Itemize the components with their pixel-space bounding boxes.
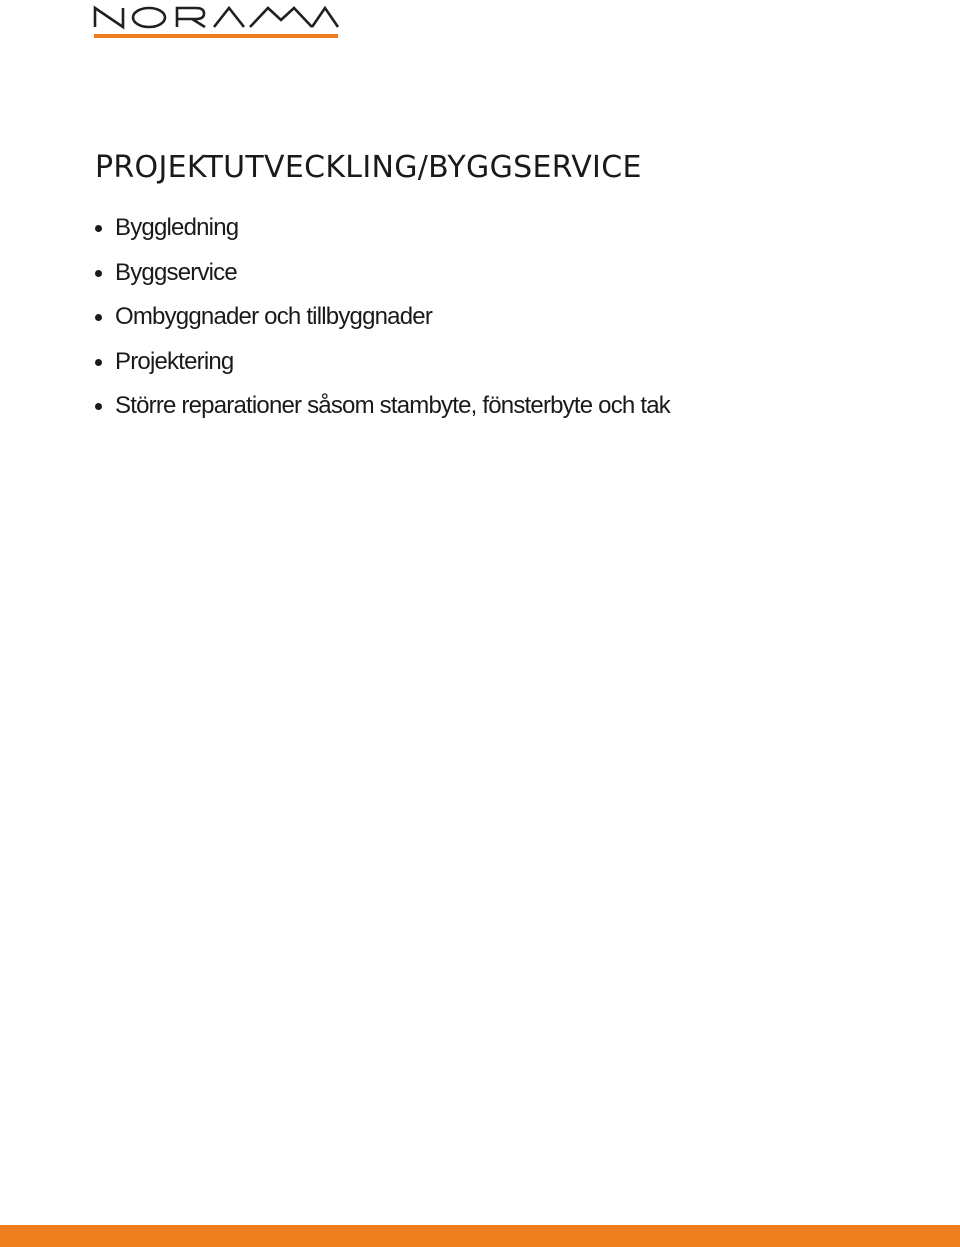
service-label: Större reparationer såsom stambyte, fönsterbyte och tak [115,392,670,419]
norama-wordmark-icon [92,4,340,30]
bullet-icon [95,225,102,232]
page-heading: PROJEKTUTVECKLING/BYGGSERVICE [95,150,642,185]
services-list [95,212,670,435]
list-item [95,390,670,435]
service-label: Projektering [115,347,234,375]
bullet-icon [95,403,102,410]
service-label: Byggledning [115,214,239,241]
list-item [95,346,670,391]
list-item [95,301,670,346]
service-label: Byggservice [115,258,237,286]
norama-logo [92,4,340,40]
list-item [95,212,670,257]
bullet-icon [95,359,102,366]
logo-underline [94,34,338,38]
list-item [95,257,670,302]
footer-accent-bar [0,1225,960,1247]
service-label: Ombyggnader och tillbyggnader [115,303,433,330]
bullet-icon [95,314,102,321]
bullet-icon [95,270,102,277]
